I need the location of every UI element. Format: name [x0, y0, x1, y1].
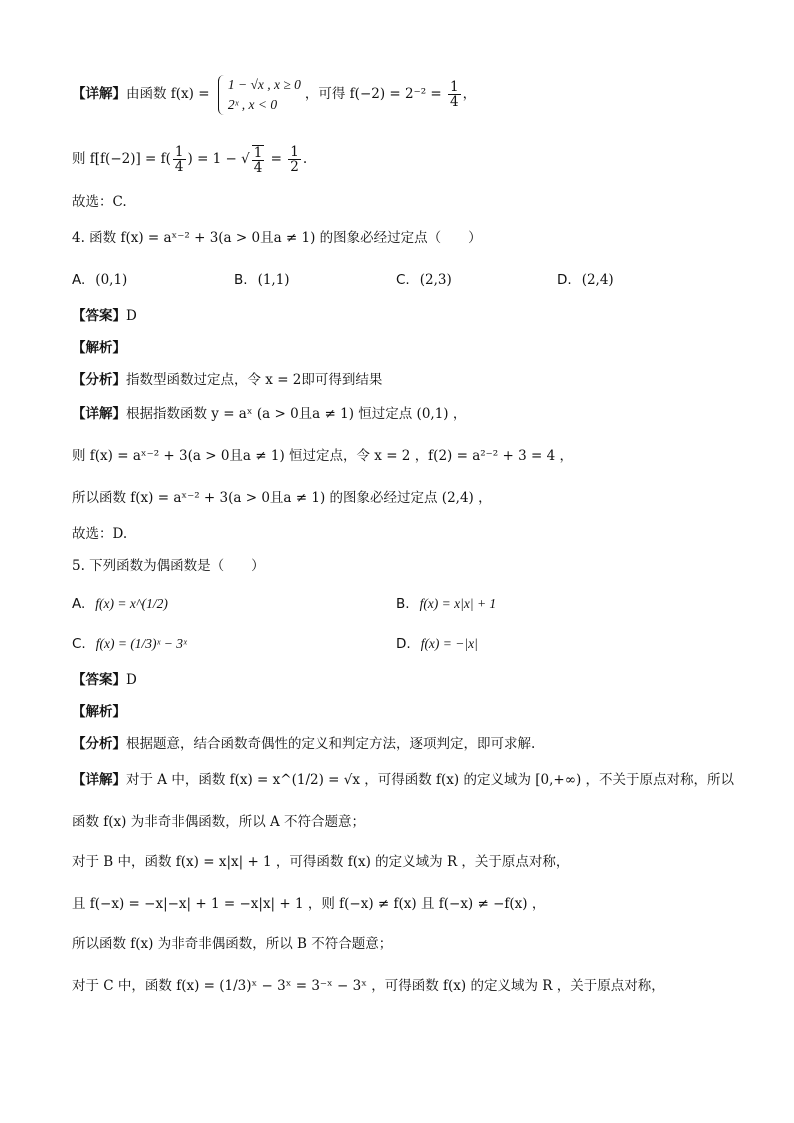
detail-line-1	[72, 74, 476, 115]
fenxi-tag: 【分析】	[72, 372, 126, 388]
option-text: f(x) = x|x| + 1	[419, 596, 497, 611]
q5-fenxi	[72, 734, 535, 754]
q5-detail-6: 对于 C 中，函数 f(x) = (1/3)ˣ − 3ˣ = 3⁻ˣ − 3ˣ ，可得函数 f(x) 的定义域为 R ，关于原点对称，	[72, 978, 665, 994]
q4-detail-3: 所以函数 f(x) = aˣ⁻² + 3(a > 0且a ≠ 1) 的图象必经过定点 (2,4) ，	[72, 490, 492, 506]
fraction	[252, 145, 265, 175]
option-mark: C.	[72, 636, 86, 652]
punctuation: ，	[462, 86, 477, 102]
fenxi-text: 根据题意，结合函数奇偶性的定义和判定方法，逐项判定，即可求解.	[126, 736, 536, 752]
q5-option-c	[72, 634, 187, 654]
option-mark: B.	[234, 272, 248, 288]
q5-detail-4: 且 f(−x) = −x|−x| + 1 = −x|x| + 1 ，则 f(−x) ≠ f(x) 且 f(−x) ≠ −f(x) ，	[72, 896, 546, 912]
detail-text: 由函数 f(x) =	[126, 86, 214, 102]
answer-tag: 【答案】	[72, 672, 126, 688]
punctuation: .	[302, 151, 308, 167]
piece-case-2: 2ˣ , x < 0	[227, 96, 278, 112]
option-text: (0,1)	[95, 272, 128, 288]
detail-tail: ，可得 f(−2) = 2⁻² =	[304, 86, 447, 102]
fraction-denominator: 2	[290, 159, 299, 175]
q5-option-b	[396, 594, 496, 614]
option-text: f(x) = (1/3)ˣ − 3ˣ	[95, 636, 187, 651]
fenxi-tag: 【分析】	[72, 736, 126, 752]
answer-tag: 【答案】	[72, 308, 126, 324]
fraction-numerator: 1	[290, 144, 299, 160]
detail-tag: 【详解】	[72, 86, 126, 102]
piece-case-1: 1 − √x , x ≥ 0	[227, 76, 301, 92]
q4-analysis-heading: 【解析】	[72, 340, 126, 356]
detail-text: 对于 A 中，函数 f(x) = x^(1/2) = √x ，可得函数 f(x) 的定义域为 [0,+∞) ，不关于原点对称，所以	[126, 772, 735, 788]
detail-tag: 【详解】	[72, 772, 126, 788]
q5-option-d	[396, 634, 478, 654]
detail-line-2	[72, 142, 307, 176]
question-4: 4. 函数 f(x) = aˣ⁻² + 3(a > 0且a ≠ 1) 的图象必经过定点（ ）	[72, 230, 482, 246]
fraction	[448, 80, 461, 109]
answer-value: D	[126, 672, 137, 688]
q4-option-b	[234, 270, 290, 290]
option-text: (2,3)	[419, 272, 452, 288]
detail-text: 根据指数函数 y = aˣ (a > 0且a ≠ 1) 恒过定点 (0,1) ，	[126, 406, 467, 422]
detail-tag: 【详解】	[72, 406, 126, 422]
fraction	[173, 145, 186, 174]
q4-option-c	[396, 270, 452, 290]
q5-detail-3: 对于 B 中，函数 f(x) = x|x| + 1 ，可得函数 f(x) 的定义域为 R ，关于原点对称，	[72, 854, 570, 870]
q5-answer	[72, 670, 137, 690]
expr-part: ) = 1 − √	[187, 151, 250, 167]
option-mark: D.	[557, 272, 572, 288]
option-mark: D.	[396, 636, 411, 652]
option-mark: A.	[72, 596, 86, 612]
q5-detail-1	[72, 770, 734, 790]
fraction-numerator: 1	[253, 144, 263, 161]
choose-c: 故选：C.	[72, 194, 127, 210]
option-text: f(x) = −|x|	[420, 636, 478, 651]
q4-detail-2: 则 f(x) = aˣ⁻² + 3(a > 0且a ≠ 1) 恒过定点，令 x = 2 ，f(2) = a²⁻² + 3 = 4 ，	[72, 448, 573, 464]
option-mark: C.	[396, 272, 410, 288]
fraction-numerator: 1	[450, 79, 459, 95]
q4-fenxi	[72, 370, 382, 390]
q5-analysis-heading: 【解析】	[72, 704, 126, 720]
q4-option-a	[72, 270, 127, 290]
expr-part: 则 f[f(−2)] = f(	[72, 151, 171, 167]
q5-detail-2: 函数 f(x) 为非奇非偶函数，所以 A 不符合题意；	[72, 814, 366, 830]
fenxi-text: 指数型函数过定点，令 x = 2即可得到结果	[126, 372, 383, 388]
question-5: 5. 下列函数为偶函数是（ ）	[72, 558, 265, 574]
brace-icon	[218, 75, 227, 115]
piecewise-function	[218, 75, 301, 115]
option-text: (1,1)	[257, 272, 290, 288]
option-text: f(x) = x^(1/2)	[95, 596, 168, 611]
q4-option-d	[557, 270, 614, 290]
option-text: (2,4)	[581, 272, 614, 288]
q4-choose: 故选：D.	[72, 526, 128, 542]
fraction-denominator: 4	[450, 94, 459, 110]
expr-part: =	[266, 151, 287, 167]
q4-detail	[72, 404, 466, 424]
q5-option-a	[72, 594, 168, 614]
option-mark: B.	[396, 596, 410, 612]
fraction	[288, 145, 301, 174]
fraction-denominator: 4	[253, 159, 263, 176]
q5-detail-5: 所以函数 f(x) 为非奇非偶函数，所以 B 不符合题意；	[72, 936, 393, 952]
answer-value: D	[126, 308, 137, 324]
fraction-numerator: 1	[174, 144, 184, 160]
q4-answer	[72, 306, 137, 326]
fraction-denominator: 4	[174, 159, 184, 175]
option-mark: A.	[72, 272, 86, 288]
